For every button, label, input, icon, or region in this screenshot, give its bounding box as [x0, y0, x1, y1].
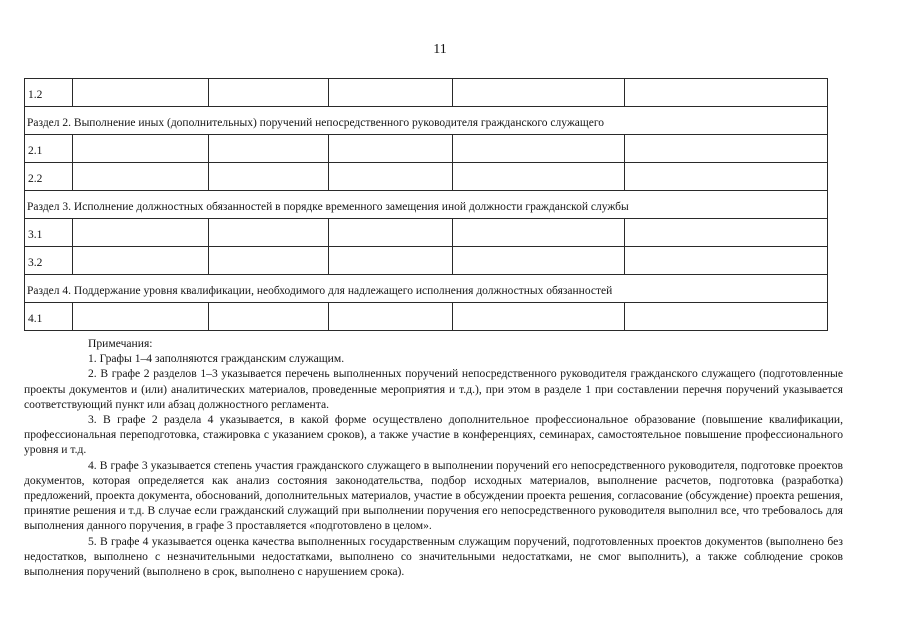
empty-cell — [73, 247, 209, 275]
empty-cell — [453, 303, 625, 331]
empty-cell — [453, 163, 625, 191]
section-heading: Раздел 2. Выполнение иных (дополнительных) поручений непосредственного руководителя гражданского служащего — [25, 107, 828, 135]
empty-cell — [625, 219, 828, 247]
empty-cell — [209, 79, 329, 107]
section-row — [25, 191, 828, 219]
empty-cell — [625, 303, 828, 331]
empty-cell — [73, 79, 209, 107]
empty-cell — [329, 219, 453, 247]
row-number-cell: 1.2 — [25, 79, 73, 107]
table-row — [25, 79, 828, 107]
empty-cell — [625, 79, 828, 107]
notes-title: Примечания: — [88, 337, 153, 350]
empty-cell — [453, 247, 625, 275]
table-row — [25, 219, 828, 247]
empty-cell — [625, 247, 828, 275]
empty-cell — [73, 219, 209, 247]
empty-cell — [329, 247, 453, 275]
empty-cell — [209, 135, 329, 163]
notes-block — [24, 336, 843, 579]
section-row — [25, 107, 828, 135]
empty-cell — [209, 163, 329, 191]
empty-cell — [209, 247, 329, 275]
empty-cell — [329, 79, 453, 107]
section-row — [25, 275, 828, 303]
row-number-cell: 3.2 — [25, 247, 73, 275]
section-heading: Раздел 3. Исполнение должностных обязанностей в порядке временного замещения иной должности гражданской службы — [25, 191, 828, 219]
note-item-3: 3. В графе 2 раздела 4 указывается, в какой форме осуществлено дополнительное профессиональное образование (повышение квалификации, профессиональная переподготовка, стажировка с указанием сроков), а также участие в конференциях, семинарах, самостоятельное повышение профессионального уровня и т.д. — [24, 413, 843, 457]
table-row — [25, 135, 828, 163]
table-row — [25, 303, 828, 331]
note-item-1: 1. Графы 1–4 заполняются гражданским служащим. — [88, 352, 345, 366]
report-table — [24, 78, 828, 331]
page-number: 11 — [433, 42, 447, 57]
row-number-cell: 2.2 — [25, 163, 73, 191]
report-table-body — [25, 79, 828, 331]
empty-cell — [209, 219, 329, 247]
empty-cell — [329, 303, 453, 331]
empty-cell — [73, 163, 209, 191]
note-item-2: 2. В графе 2 разделов 1–3 указывается перечень выполненных поручений непосредственного руководителя гражданского служащего (подготовленные проекты документов и (или) аналитических материалов, проведенные мероприятия и т.д.), при этом в разделе 1 при составлении перечня поручений указывается соответствующий пункт или абзац должностного регламента. — [24, 367, 843, 411]
section-heading: Раздел 4. Поддержание уровня квалификации, необходимого для надлежащего исполнения должностных обязанностей — [25, 275, 828, 303]
note-item-5: 5. В графе 4 указывается оценка качества выполненных государственным служащим поручений, подготовленных проектов документов (выполнено без недостатков, выполнено с незначительными недостатками, выполнено со значительными недостатками, не смог выполнить), а также соблюдение сроков выполнения поручений (выполнено в срок, выполнено с нарушением срока). — [24, 534, 843, 579]
empty-cell — [453, 79, 625, 107]
empty-cell — [329, 135, 453, 163]
empty-cell — [73, 303, 209, 331]
empty-cell — [209, 303, 329, 331]
empty-cell — [329, 163, 453, 191]
empty-cell — [625, 163, 828, 191]
row-number-cell: 4.1 — [25, 303, 73, 331]
empty-cell — [453, 219, 625, 247]
row-number-cell: 3.1 — [25, 219, 73, 247]
table-row — [25, 163, 828, 191]
empty-cell — [453, 135, 625, 163]
table-row — [25, 247, 828, 275]
empty-cell — [625, 135, 828, 163]
empty-cell — [73, 135, 209, 163]
note-item-4: 4. В графе 3 указывается степень участия гражданского служащего в выполнении поручений его непосредственного руководителя, подготовке проектов документов, которая определяется как анализ состояния законодательства, подбор исходных материалов, выполнение расчетов, подготовка (разработка) предложений, проекта документа, обоснований, дополнительных материалов, участие в обсуждении проекта решения, согласование (обсуждение) проекта решения, принятие решения и т.д. В случае если гражданский служащий при выполнении поручения его непосредственного руководителя выполнил все, что требовалось для выполнения данного поручения, в графе 3 проставляется «подготовлено в целом». — [24, 458, 843, 533]
row-number-cell: 2.1 — [25, 135, 73, 163]
